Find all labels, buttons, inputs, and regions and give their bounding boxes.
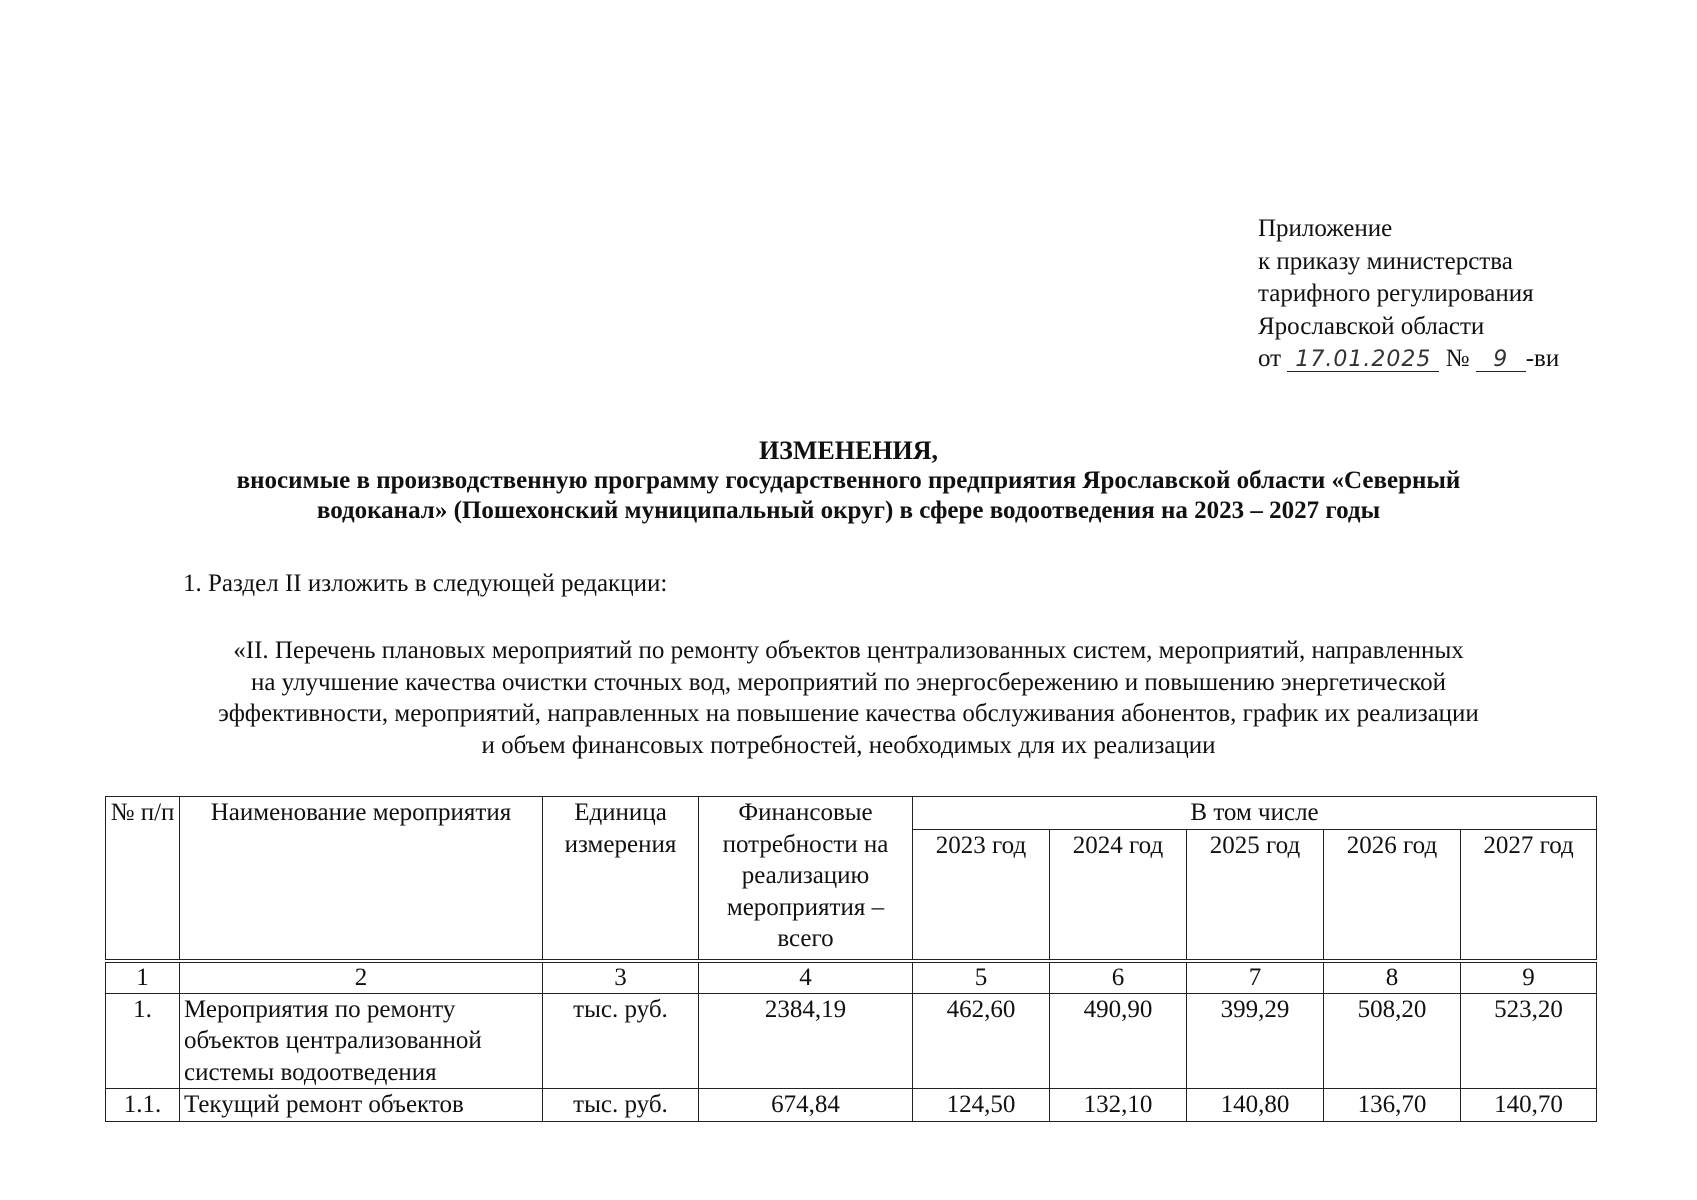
cell-name: Текущий ремонт объектов [180,1089,543,1122]
handwritten-date: 17.01.2025 [1287,349,1439,372]
cell-2027: 523,20 [1461,993,1597,1089]
appendix-line: Приложение [1258,215,1393,242]
header-year: 2023 год [913,829,1050,961]
cell-2026: 508,20 [1324,993,1461,1089]
column-number: 4 [699,961,913,994]
cell-2023: 124,50 [913,1089,1050,1122]
column-number: 2 [180,961,543,994]
cell-num: 1. [106,993,180,1089]
cell-total: 674,84 [699,1089,913,1122]
section-heading-line: «II. Перечень плановых мероприятий по ремонту объектов централизованных систем, мероприятий, направленных [233,637,1464,664]
title-subtitle-line: вносимые в производственную программу государственного предприятия Ярославской области «Северный [236,467,1461,494]
table-row [106,993,1597,1089]
column-number: 5 [913,961,1050,994]
cell-2025: 140,80 [1187,1089,1324,1122]
section-heading [110,635,1587,761]
from-label: от [1258,345,1282,372]
title-main: ИЗМЕНЕНИЯ, [758,436,939,465]
column-number: 8 [1324,961,1461,994]
column-number: 7 [1187,961,1324,994]
appendix-line: к приказу министерства [1258,247,1513,275]
cell-2025: 399,29 [1187,993,1324,1089]
handwritten-number: 9 [1476,349,1526,372]
column-number: 6 [1050,961,1187,994]
cell-2027: 140,70 [1461,1089,1597,1122]
cell-name: Мероприятия по ремонту объектов централизованной системы водоотведения [180,993,543,1089]
number-label: № [1445,345,1470,372]
header-year: 2026 год [1324,829,1461,961]
appendix-line: Ярославской области [1258,312,1485,340]
cell-total: 2384,19 [699,993,913,1089]
cell-unit: тыс. руб. [543,1089,699,1122]
instruction-paragraph: 1. Раздел II изложить в следующей редакции: [183,570,668,597]
number-suffix: -ви [1525,345,1560,372]
table-row [106,1089,1597,1122]
column-number: 9 [1461,961,1597,994]
cell-2023: 462,60 [913,993,1050,1089]
title-subtitle-line: водоканал» (Пошехонский муниципальный округ) в сфере водоотведения на 2023 – 2027 годы [316,497,1381,524]
column-number-row [106,961,1597,994]
section-heading-line: эффективности, мероприятий, направленных на повышение качества обслуживания абонентов, график их реализации [218,700,1479,727]
header-year: 2024 год [1050,829,1187,961]
appendix-date-line [1258,343,1559,376]
cell-2024: 132,10 [1050,1089,1187,1122]
column-number: 3 [543,961,699,994]
document-title [120,436,1577,526]
appendix-block [1258,213,1559,376]
appendix-line: тарифного регулирования [1258,280,1534,307]
table-header-row [106,797,1597,830]
section-heading-line: на улучшение качества очистки сточных вод, мероприятий по энергосбережению и повышению энергетической [250,668,1447,696]
cell-unit: тыс. руб. [543,993,699,1089]
header-year: 2027 год [1461,829,1597,961]
cell-2024: 490,90 [1050,993,1187,1089]
header-year: 2025 год [1187,829,1324,961]
cell-2026: 136,70 [1324,1089,1461,1122]
header-total: Финансовые потребности на реализацию мероприятия – всего [699,797,913,961]
cell-num: 1.1. [106,1089,180,1122]
header-unit: Единица измерения [543,797,699,961]
plan-table [105,796,1597,1122]
header-num: № п/п [106,797,180,961]
header-including: В том числе [913,797,1597,830]
column-number: 1 [106,961,180,994]
section-heading-line: и объем финансовых потребностей, необходимых для их реализации [481,731,1216,759]
header-name: Наименование мероприятия [180,797,543,961]
